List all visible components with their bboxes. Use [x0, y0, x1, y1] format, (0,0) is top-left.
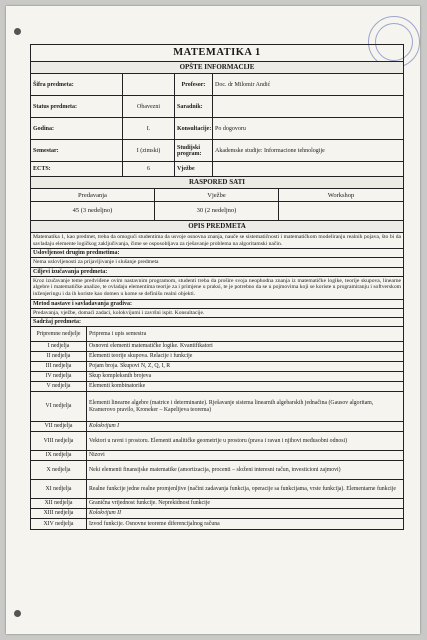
- studijski-value: Akademske studije: Informacione tehnologije: [213, 140, 403, 162]
- semestar-value: I (zimski): [123, 140, 175, 162]
- week-cell: Pripremne nedjelje: [31, 327, 87, 342]
- godina-label: Godina:: [31, 118, 123, 140]
- vjezbe-label: Vježbe: [175, 162, 213, 176]
- ects-value: 6: [123, 162, 175, 176]
- week-topic: Izvod funkcije. Osnovne teoreme diferencijalnog računa: [89, 520, 220, 527]
- semestar-label: Semestar:: [31, 140, 123, 162]
- week-topic: Elementi kombinatorike: [87, 382, 403, 392]
- section-schedule: RASPORED SATI: [31, 177, 403, 189]
- konsultacije-label: Konsultacije:: [175, 118, 213, 140]
- week-cell: XI nedjelja: [31, 480, 87, 499]
- week-cell: II nedjelja: [31, 352, 87, 362]
- goals-label: Ciljevi izučavanja predmeta:: [31, 268, 403, 277]
- schedule-header-vjezbe: Vježbe: [155, 189, 279, 202]
- week-topic: Osnovni elementi matematičke logike. Kvantifikatori: [87, 342, 403, 352]
- week-cell: IV nedjelja: [31, 372, 87, 382]
- week-topic: Pojam broja. Skupovi N, Z, Q, I, R: [87, 362, 403, 372]
- week-cell: VII nedjelja: [31, 422, 87, 432]
- konsultacije-value: Po dogovoru: [213, 118, 403, 140]
- schedule-header-row: [31, 189, 403, 202]
- week-cell: V nedjelja: [31, 382, 87, 392]
- vjezbe-value: [213, 162, 403, 176]
- week-cell: III nedjelja: [31, 362, 87, 372]
- saradnik-value: [213, 96, 403, 118]
- week-cell: XII nedjelja: [31, 499, 87, 509]
- status-label: Status predmeta:: [31, 96, 123, 118]
- schedule-value-predavanja: 45 (3 nedeljno): [31, 202, 155, 220]
- week-cell: X nedjelja: [31, 461, 87, 480]
- schedule-values-row: [31, 202, 403, 221]
- schedule-value-vjezbe: 30 (2 nedeljno): [155, 202, 279, 220]
- description-intro: Matematika 1, kao predmet, treba da omogući studentima da usvoje osnovna znanja, nauče se sistematičnosti i matematičkom modeliranju realnih pojava, što bi da savladaju elemente logičkog zaključivanja, čime se osposobljava za rješavanje problema na algoritamski način.: [31, 233, 403, 249]
- prerequisites-value: Nema uslovljenosti za prijavljivanje i slušanje predmeta: [31, 258, 403, 268]
- method-label: Metod nastave i savladavanja gradiva:: [31, 300, 403, 309]
- status-value: Obavezni: [123, 96, 175, 118]
- schedule-value-workshop: [279, 202, 403, 220]
- week-topic: Skup kompleksnih brojeva: [87, 372, 403, 382]
- section-description: OPIS PREDMETA: [31, 221, 403, 233]
- schedule-header-predavanja: Predavanja: [31, 189, 155, 202]
- week-topic: Nizovi: [87, 451, 403, 461]
- method-value: Predavanja, vježbe, domaći zadaci, kolokvijumi i završni ispit. Konsultacije.: [31, 309, 403, 319]
- week-cell: VIII nedjelja: [31, 432, 87, 451]
- document-title: MATEMATIKA 1: [31, 45, 403, 62]
- week-cell: IX nedjelja: [31, 451, 87, 461]
- punch-hole: [14, 610, 21, 617]
- week-topic: Elementi teorije skupova. Relacije i funkcije: [87, 352, 403, 362]
- week-cell: I nedjelja: [31, 342, 87, 352]
- schedule-header-workshop: Workshop: [279, 189, 403, 202]
- week-topic: Granična vrijednost funkcije. Neprekidnost funkcije: [87, 499, 403, 509]
- week-topic: Neki elementi finansijske matematike (amortizacija, procenti – složeni interesni račun, investicioni zajmovi): [87, 461, 403, 480]
- course-sheet: [30, 44, 404, 530]
- course-code-value: [123, 74, 175, 96]
- week-cell: XIII nedjelja: [31, 509, 87, 519]
- week-cell: VI nedjelja: [31, 392, 87, 422]
- week-cell: XIV nedjelja: [31, 519, 87, 529]
- weekly-content-table: [31, 327, 403, 529]
- prerequisites-label: Uslovljenost drugim predmetima:: [31, 249, 403, 258]
- section-general-info: OPŠTE INFORMACIJE: [31, 62, 403, 74]
- week-topic: Kolokvijum I: [87, 422, 403, 432]
- week-topic: Elementi linearne algebre (matrice i determinante). Rješavanje sistema linearnih algebarskih jednačina (Gausov algoritam, Kramerovo pravilo, Kroneker – Kapelijeva teorema): [87, 392, 403, 422]
- course-code-label: Šifra predmeta:: [31, 74, 123, 96]
- godina-value: I.: [123, 118, 175, 140]
- week-topic: Priprema i upis semestra: [87, 327, 403, 342]
- profesor-value: Doc. dr Milomir Andić: [213, 74, 403, 96]
- document-page: [6, 6, 420, 634]
- saradnik-label: Saradnik:: [175, 96, 213, 118]
- ects-label: ECTS:: [31, 162, 123, 176]
- week-topic: Vektori u ravni i prostoru. Elementi analitičke geometrije u prostoru (prava i ravan i njihovi međusobni odnosi): [87, 432, 403, 451]
- general-info-table: [31, 74, 403, 177]
- punch-hole: [14, 28, 21, 35]
- week-topic: Realne funkcije jedne realne promjenljive (načini zadavanja funkcija, operacije sa funkcijama, vrste funkcija). Elementarne funkcije: [87, 480, 403, 499]
- content-label: Sadržaj predmeta:: [31, 318, 403, 327]
- goals-value: Kroz izučavanje teme predviđene ovim nastavnim programom, studenti treba da prošire svoja neophodna znanja iz matematičke logike, teorije skupova, linearne algebre i matematičke analize, te ovladaju elementima teorije za i primjene u praksi, te je potrebno da se u pojmovima koji se koriste u programiranju i softverskom inženjeringu i da ih koriste kao domen u kome se definišu realni objekti.: [31, 277, 403, 300]
- studijski-label: Studijski program:: [175, 140, 213, 162]
- profesor-label: Profesor:: [175, 74, 213, 96]
- week-topic: Kolokvijum II: [87, 509, 403, 519]
